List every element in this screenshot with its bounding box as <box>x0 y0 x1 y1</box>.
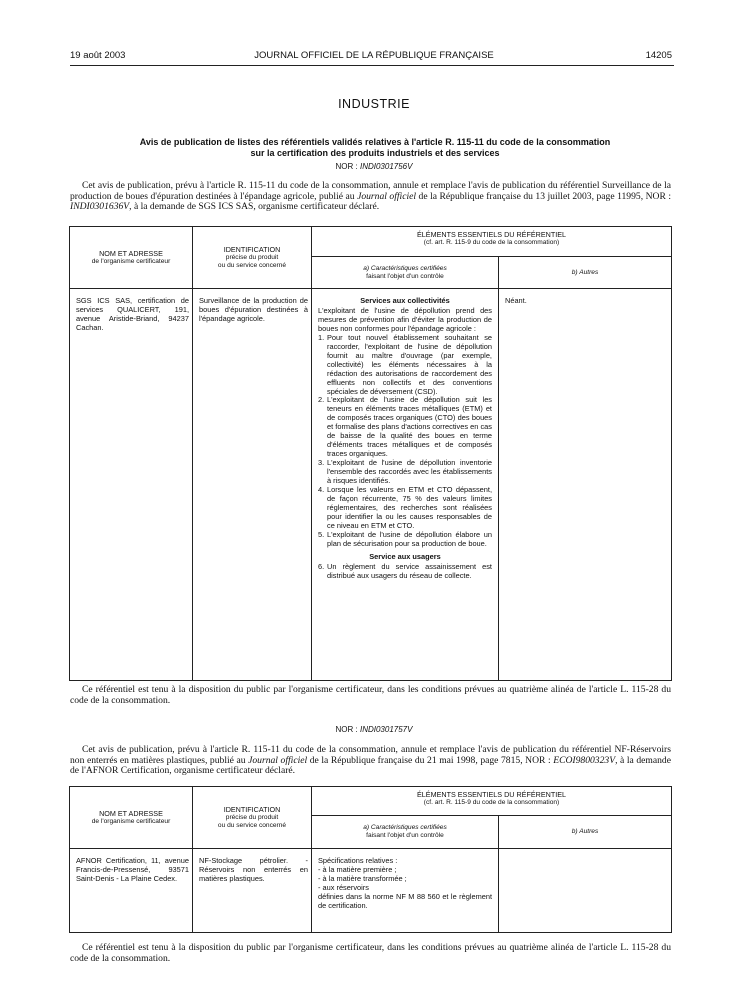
col-header-elements-title: ÉLÉMENTS ESSENTIELS DU RÉFÉRENTIEL <box>417 230 566 239</box>
notice1-table <box>69 226 672 681</box>
notice1-footer <box>70 685 671 706</box>
subheader-a-line2: faisant l'objet d'un contrôle <box>366 832 444 839</box>
list-number: 4. <box>318 485 325 495</box>
product-text: Surveillance de la production de boues d'épuration destinées à l'épandage agricole. <box>199 296 308 323</box>
list-item <box>318 334 492 397</box>
col-header-org <box>70 787 193 849</box>
col-header-elements <box>312 787 672 816</box>
section-title: INDUSTRIE <box>338 97 410 111</box>
subheader-a <box>312 816 499 849</box>
footer-text: Ce référentiel est tenu à la disposition du public par l'organisme certificateur, dans les conditions prévues au quatrième alinéa de l'article L. 115-28 du code de la consommation. <box>70 942 671 964</box>
subheader-b <box>499 816 672 849</box>
list-item <box>318 563 492 581</box>
product-cell <box>193 289 312 681</box>
list-number: 6. <box>318 561 325 571</box>
col-header-elements-sub: (cf. art. R. 115-9 du code de la consommation) <box>423 799 560 806</box>
list-text: L'exploitant de l'usine de dépollution suit les teneurs en éléments traces métalliques (ETM) et de composés traces organiques (CTO) des boues et formalise des plans d'actions correctives en cas de baisse de la qualité des boues en terme d'éléments traces métalliques et de composés traces organiques. <box>327 395 492 459</box>
footer-text: Ce référentiel est tenu à la disposition du public par l'organisme certificateur, dans les conditions prévues au quatrième alinéa de l'article L. 115-28 du code de la consommation. <box>70 684 671 706</box>
list-number: 5. <box>318 529 325 539</box>
intro-text: Cet avis de publication, prévu à l'article R. 115-11 du code de la consommation, annule et remplace l'avis de publication du référentiel NF-Réservoirs non enterrés en matières plastiques, publié au <box>70 744 671 766</box>
col-header-org-title: NOM ET ADRESSE <box>99 248 163 258</box>
list-item <box>318 531 492 549</box>
org-text: AFNOR Certification, 11, avenue Francis-de-Pressensé, 93571 Saint-Denis - La Plaine Cedex. <box>76 856 189 883</box>
spec-item: - à la matière transformée ; <box>318 873 407 883</box>
header-rule <box>70 65 674 66</box>
list-item <box>318 486 492 531</box>
col-header-product-title: IDENTIFICATION <box>223 244 281 254</box>
list-item <box>318 396 492 459</box>
list-number: 3. <box>318 458 325 468</box>
col-header-org <box>70 227 193 289</box>
specifications-cell <box>312 849 499 933</box>
avis-title-line2: sur la certification des produits industriels et des services <box>250 148 500 158</box>
col-header-org-sub: de l'organisme certificateur <box>91 257 171 265</box>
col-header-org-title: NOM ET ADRESSE <box>99 808 163 818</box>
autres-cell <box>499 289 672 681</box>
journal-officiel-ref: Journal officiel <box>248 754 308 766</box>
col-header-product-sub: ou du service concerné <box>217 821 287 829</box>
col-header-org-sub: de l'organisme certificateur <box>91 817 171 825</box>
nor-ref: INDI0301636V <box>70 201 130 213</box>
list-text: Pour tout nouvel établissement souhaitant se raccorder, l'exploitant de l'usine de dépollution fournit au maître d'ouvrage (par exemple, collectivité) les éléments nécessaires à la rédaction des autorisations de raccordement des effluents non collectifs et des conventions spéciales de déversement (CSD). <box>327 332 492 396</box>
avis-title <box>80 137 670 159</box>
intro-text: de la République française du 21 mai 1998, page 7815, NOR : <box>307 754 554 766</box>
subheader-a-line2: faisant l'objet d'un contrôle <box>366 272 444 280</box>
list-text: L'exploitant de l'usine de dépollution élabore un plan de sécurisation pour sa production de boue. <box>327 529 492 548</box>
list-number: 2. <box>318 395 325 405</box>
spec-title: Spécifications relatives : <box>318 856 398 865</box>
col-header-product-title: IDENTIFICATION <box>223 804 281 814</box>
col-header-elements <box>312 227 672 257</box>
intro-text: , à la demande de SGS ICS SAS, organisme certificateur déclaré. <box>129 201 380 213</box>
notice2-nor <box>0 725 748 734</box>
notice1-nor <box>0 162 748 171</box>
nor-label: NOR : <box>335 725 360 734</box>
page-date: 19 août 2003 <box>70 50 126 61</box>
intro-text: Cet avis de publication, prévu à l'article R. 115-11 du code de la consommation, annule et remplace l'avis de publication du référentiel Surveillance de la production de boues d'épuration destinées à l'épandage agricole, publié au <box>70 180 671 202</box>
list-text: L'exploitant de l'usine de dépollution inventorie l'ensemble des raccordés avec les établissements à risques identifiés. <box>327 458 492 486</box>
col-header-elements-title: ÉLÉMENTS ESSENTIELS DU RÉFÉRENTIEL <box>417 790 566 799</box>
characteristics-cell <box>312 289 499 681</box>
product-text: NF-Stockage pétrolier. - Réservoirs non enterrés en matières plastiques. <box>199 856 308 883</box>
notice1-intro <box>70 181 671 213</box>
org-text: SGS ICS SAS, certification de services QUALICERT, 191, avenue Aristide-Briand, 94237 Cachan. <box>76 296 189 332</box>
notice2-table <box>69 786 672 933</box>
avis-title-line1: Avis de publication de listes des référentiels validés relatives à l'article R. 115-11 du code de la consommation <box>139 137 611 147</box>
subheader-b-label: b) Autres <box>571 268 599 276</box>
col-header-product-sub: précise du produit <box>225 813 279 821</box>
notice2-intro <box>70 745 671 777</box>
org-cell <box>70 849 193 933</box>
org-cell <box>70 289 193 681</box>
subheader-b-label: b) Autres <box>571 828 599 835</box>
spec-item: définies dans la norme NF M 88 560 et le règlement de certification. <box>318 891 492 910</box>
nor-ref: ECOI9800323V <box>553 754 616 766</box>
heading-collectivites: Services aux collectivités <box>360 296 450 305</box>
spec-item: - aux réservoirs <box>318 882 369 892</box>
col-header-elements-sub: (cf. art. R. 115-9 du code de la consommation) <box>423 239 560 246</box>
nor-code: INDI0301757V <box>359 725 413 734</box>
nor-label: NOR : <box>335 162 360 171</box>
product-cell <box>193 849 312 933</box>
nor-code: INDI0301756V <box>359 162 413 171</box>
subheader-a <box>312 257 499 289</box>
subheader-b <box>499 257 672 289</box>
page-number: 14205 <box>645 50 672 61</box>
subheader-a-line1: a) Caractéristiques certifiées <box>363 824 447 831</box>
subheader-a-line1: a) Caractéristiques certifiées <box>363 264 447 272</box>
col-header-product <box>193 787 312 849</box>
list-item <box>318 459 492 486</box>
heading-usagers: Service aux usagers <box>369 551 441 561</box>
col-header-product-sub: précise du produit <box>225 253 279 261</box>
autres-cell <box>499 849 672 933</box>
intro-text: de la République française du 13 juillet 2003, page 11995, NOR : <box>416 190 672 202</box>
list-text: Un règlement du service assainissement est distribué aux usagers du réseau de collecte. <box>327 561 492 580</box>
journal-title: JOURNAL OFFICIEL DE LA RÉPUBLIQUE FRANÇAISE <box>254 50 494 61</box>
list-text: Lorsque les valeurs en ETM et CTO dépassent, de façon récurrente, 75 % des valeurs limites réglementaires, des recherches sont réalisées pour identifier la ou les causes responsables de ce niveau en ETM et CTO. <box>327 485 492 530</box>
col-header-product-sub: ou du service concerné <box>217 261 287 269</box>
intro-text: , à la demande de l'AFNOR Certification, organisme certificateur déclaré. <box>70 754 671 777</box>
list-number: 1. <box>318 332 325 342</box>
notice2-footer <box>70 943 671 964</box>
autres-text: Néant. <box>505 296 527 305</box>
journal-officiel-ref: Journal officiel <box>357 190 417 202</box>
characteristics-intro: L'exploitant de l'usine de dépollution prend des mesures de prévention afin d'éviter la production de boues non conformes pour l'épandage agricole : <box>318 305 492 333</box>
spec-item: - à la matière première ; <box>318 864 397 874</box>
col-header-product <box>193 227 312 289</box>
